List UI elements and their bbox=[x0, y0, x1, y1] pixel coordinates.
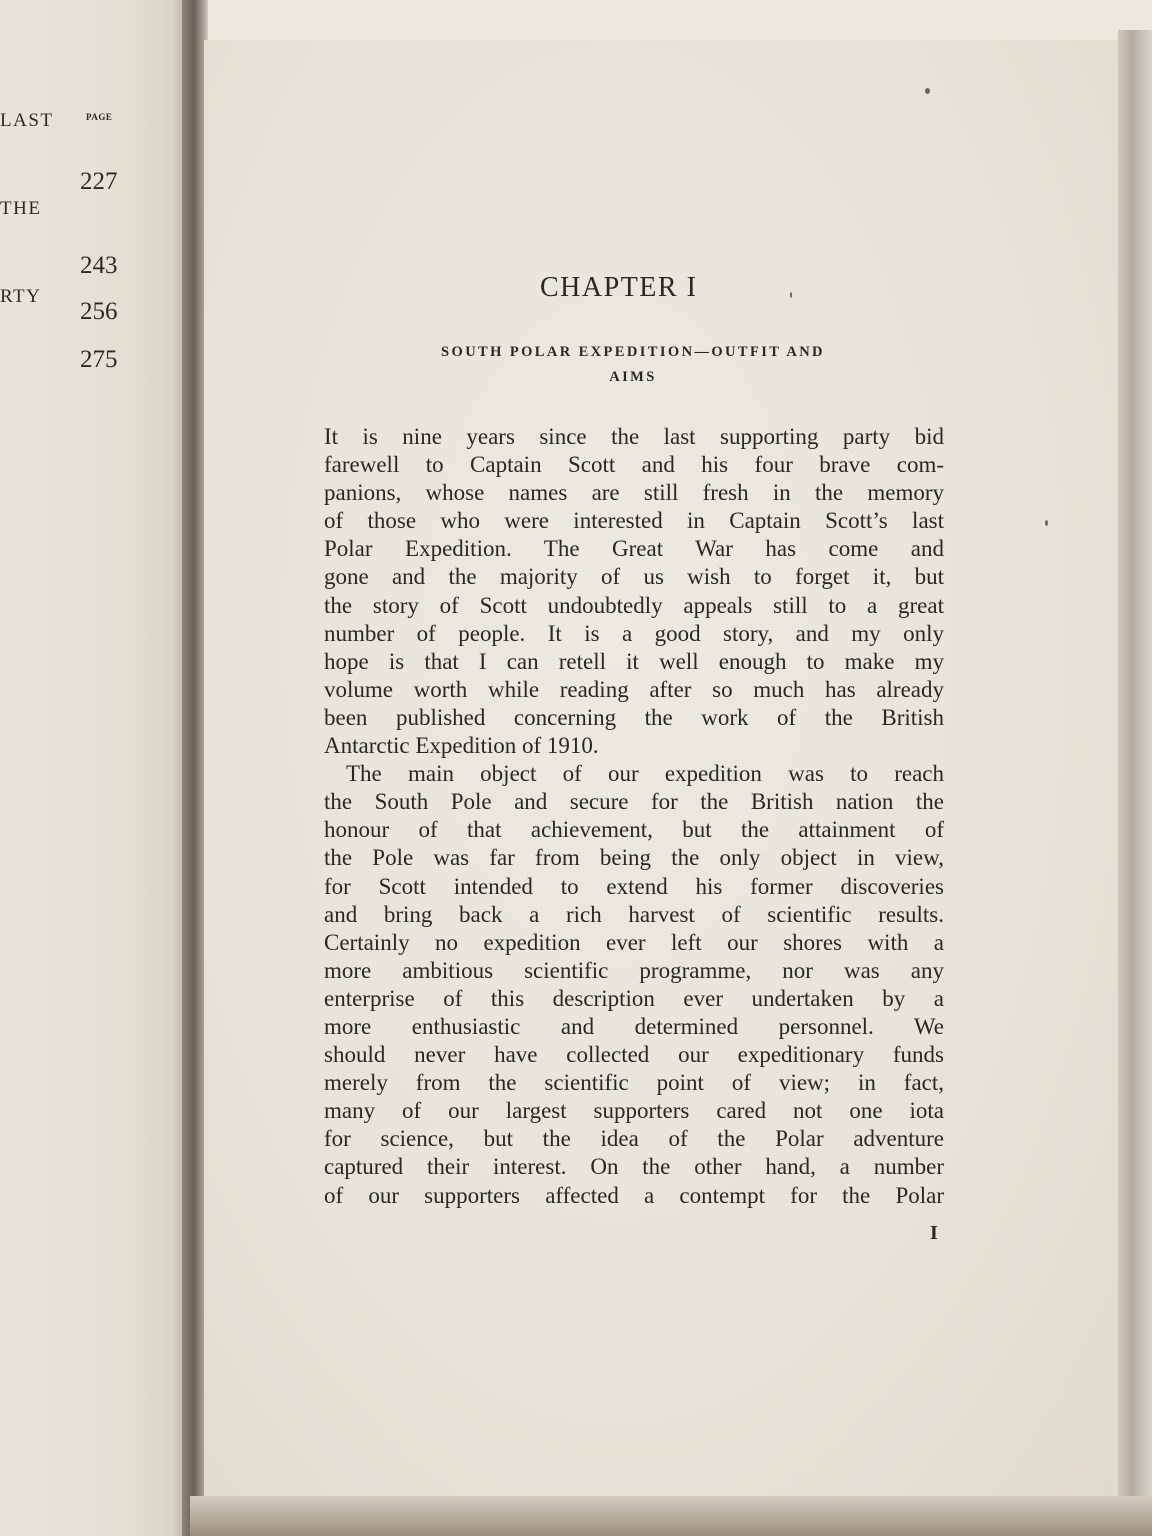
body-text bbox=[324, 423, 944, 1210]
body-line: the story of Scott undoubtedly appeals still to a great bbox=[324, 592, 944, 618]
body-line: more enthusiastic and determined personnel. We bbox=[324, 1013, 944, 1039]
body-line: hope is that I can retell it well enough to make my bbox=[324, 648, 944, 674]
body-line: gone and the majority of us wish to forget it, but bbox=[324, 564, 944, 590]
body-line: honour of that achievement, but the attainment of bbox=[324, 817, 944, 843]
body-line: It is nine years since the last supporting party bid bbox=[324, 424, 944, 449]
body-line: volume worth while reading after so much has already bbox=[324, 676, 944, 702]
bottom-shadow bbox=[190, 1496, 1152, 1536]
body-line: more ambitious scientific programme, nor was any bbox=[324, 957, 944, 983]
body-line: The main object of our expedition was to reach bbox=[346, 761, 944, 787]
body-line: for science, but the idea of the Polar adventure bbox=[324, 1126, 944, 1152]
toc-fragment-word: LAST bbox=[0, 110, 54, 131]
paper-speck bbox=[790, 292, 792, 298]
page-number: I bbox=[930, 1222, 938, 1244]
toc-page-number: 256 bbox=[80, 298, 118, 325]
page-edge bbox=[1118, 30, 1152, 1530]
body-line: and bring back a rich harvest of scientific results. bbox=[324, 901, 944, 927]
body-line: panions, whose names are still fresh in the memory bbox=[324, 480, 944, 506]
chapter-subtitle-line: SOUTH POLAR EXPEDITION—OUTFIT AND bbox=[441, 344, 825, 360]
body-line: of those who were interested in Captain Scott’s last bbox=[324, 508, 944, 534]
body-line: the Pole was far from being the only object in view, bbox=[324, 845, 944, 871]
body-line: the South Pole and secure for the British nation the bbox=[324, 789, 944, 815]
toc-page-number: 227 bbox=[80, 168, 118, 195]
toc-page-label: PAGE bbox=[86, 112, 113, 122]
body-line: number of people. It is a good story, and my only bbox=[324, 620, 944, 646]
chapter-subtitle-line: AIMS bbox=[609, 369, 657, 385]
toc-fragment-word: THE bbox=[0, 198, 42, 219]
chapter-title: CHAPTER I bbox=[540, 272, 698, 303]
body-line: Antarctic Expedition of 1910. bbox=[324, 733, 599, 759]
body-line: many of our largest supporters cared not one iota bbox=[324, 1098, 944, 1124]
body-line: merely from the scientific point of view; in fact, bbox=[324, 1070, 944, 1096]
body-line: Polar Expedition. The Great War has come and bbox=[324, 536, 944, 562]
body-line: captured their interest. On the other hand, a number bbox=[324, 1154, 944, 1180]
toc-fragment-word: RTY bbox=[0, 286, 42, 307]
body-line: for Scott intended to extend his former discoveries bbox=[324, 873, 944, 899]
body-line: should never have collected our expeditionary funds bbox=[324, 1042, 944, 1068]
body-line: of our supporters affected a contempt for the Polar bbox=[324, 1182, 944, 1208]
toc-page-number: 243 bbox=[80, 252, 118, 279]
body-line: been published concerning the work of the British bbox=[324, 704, 944, 730]
paper-speck bbox=[925, 88, 930, 94]
paper-speck bbox=[1045, 520, 1048, 526]
toc-page-number: 275 bbox=[80, 346, 118, 373]
chapter-subtitle bbox=[324, 340, 942, 390]
body-line: enterprise of this description ever undertaken by a bbox=[324, 985, 944, 1011]
body-line: farewell to Captain Scott and his four brave com- bbox=[324, 452, 944, 478]
body-line: Certainly no expedition ever left our shores with a bbox=[324, 929, 944, 955]
toc-fragment bbox=[0, 0, 188, 420]
